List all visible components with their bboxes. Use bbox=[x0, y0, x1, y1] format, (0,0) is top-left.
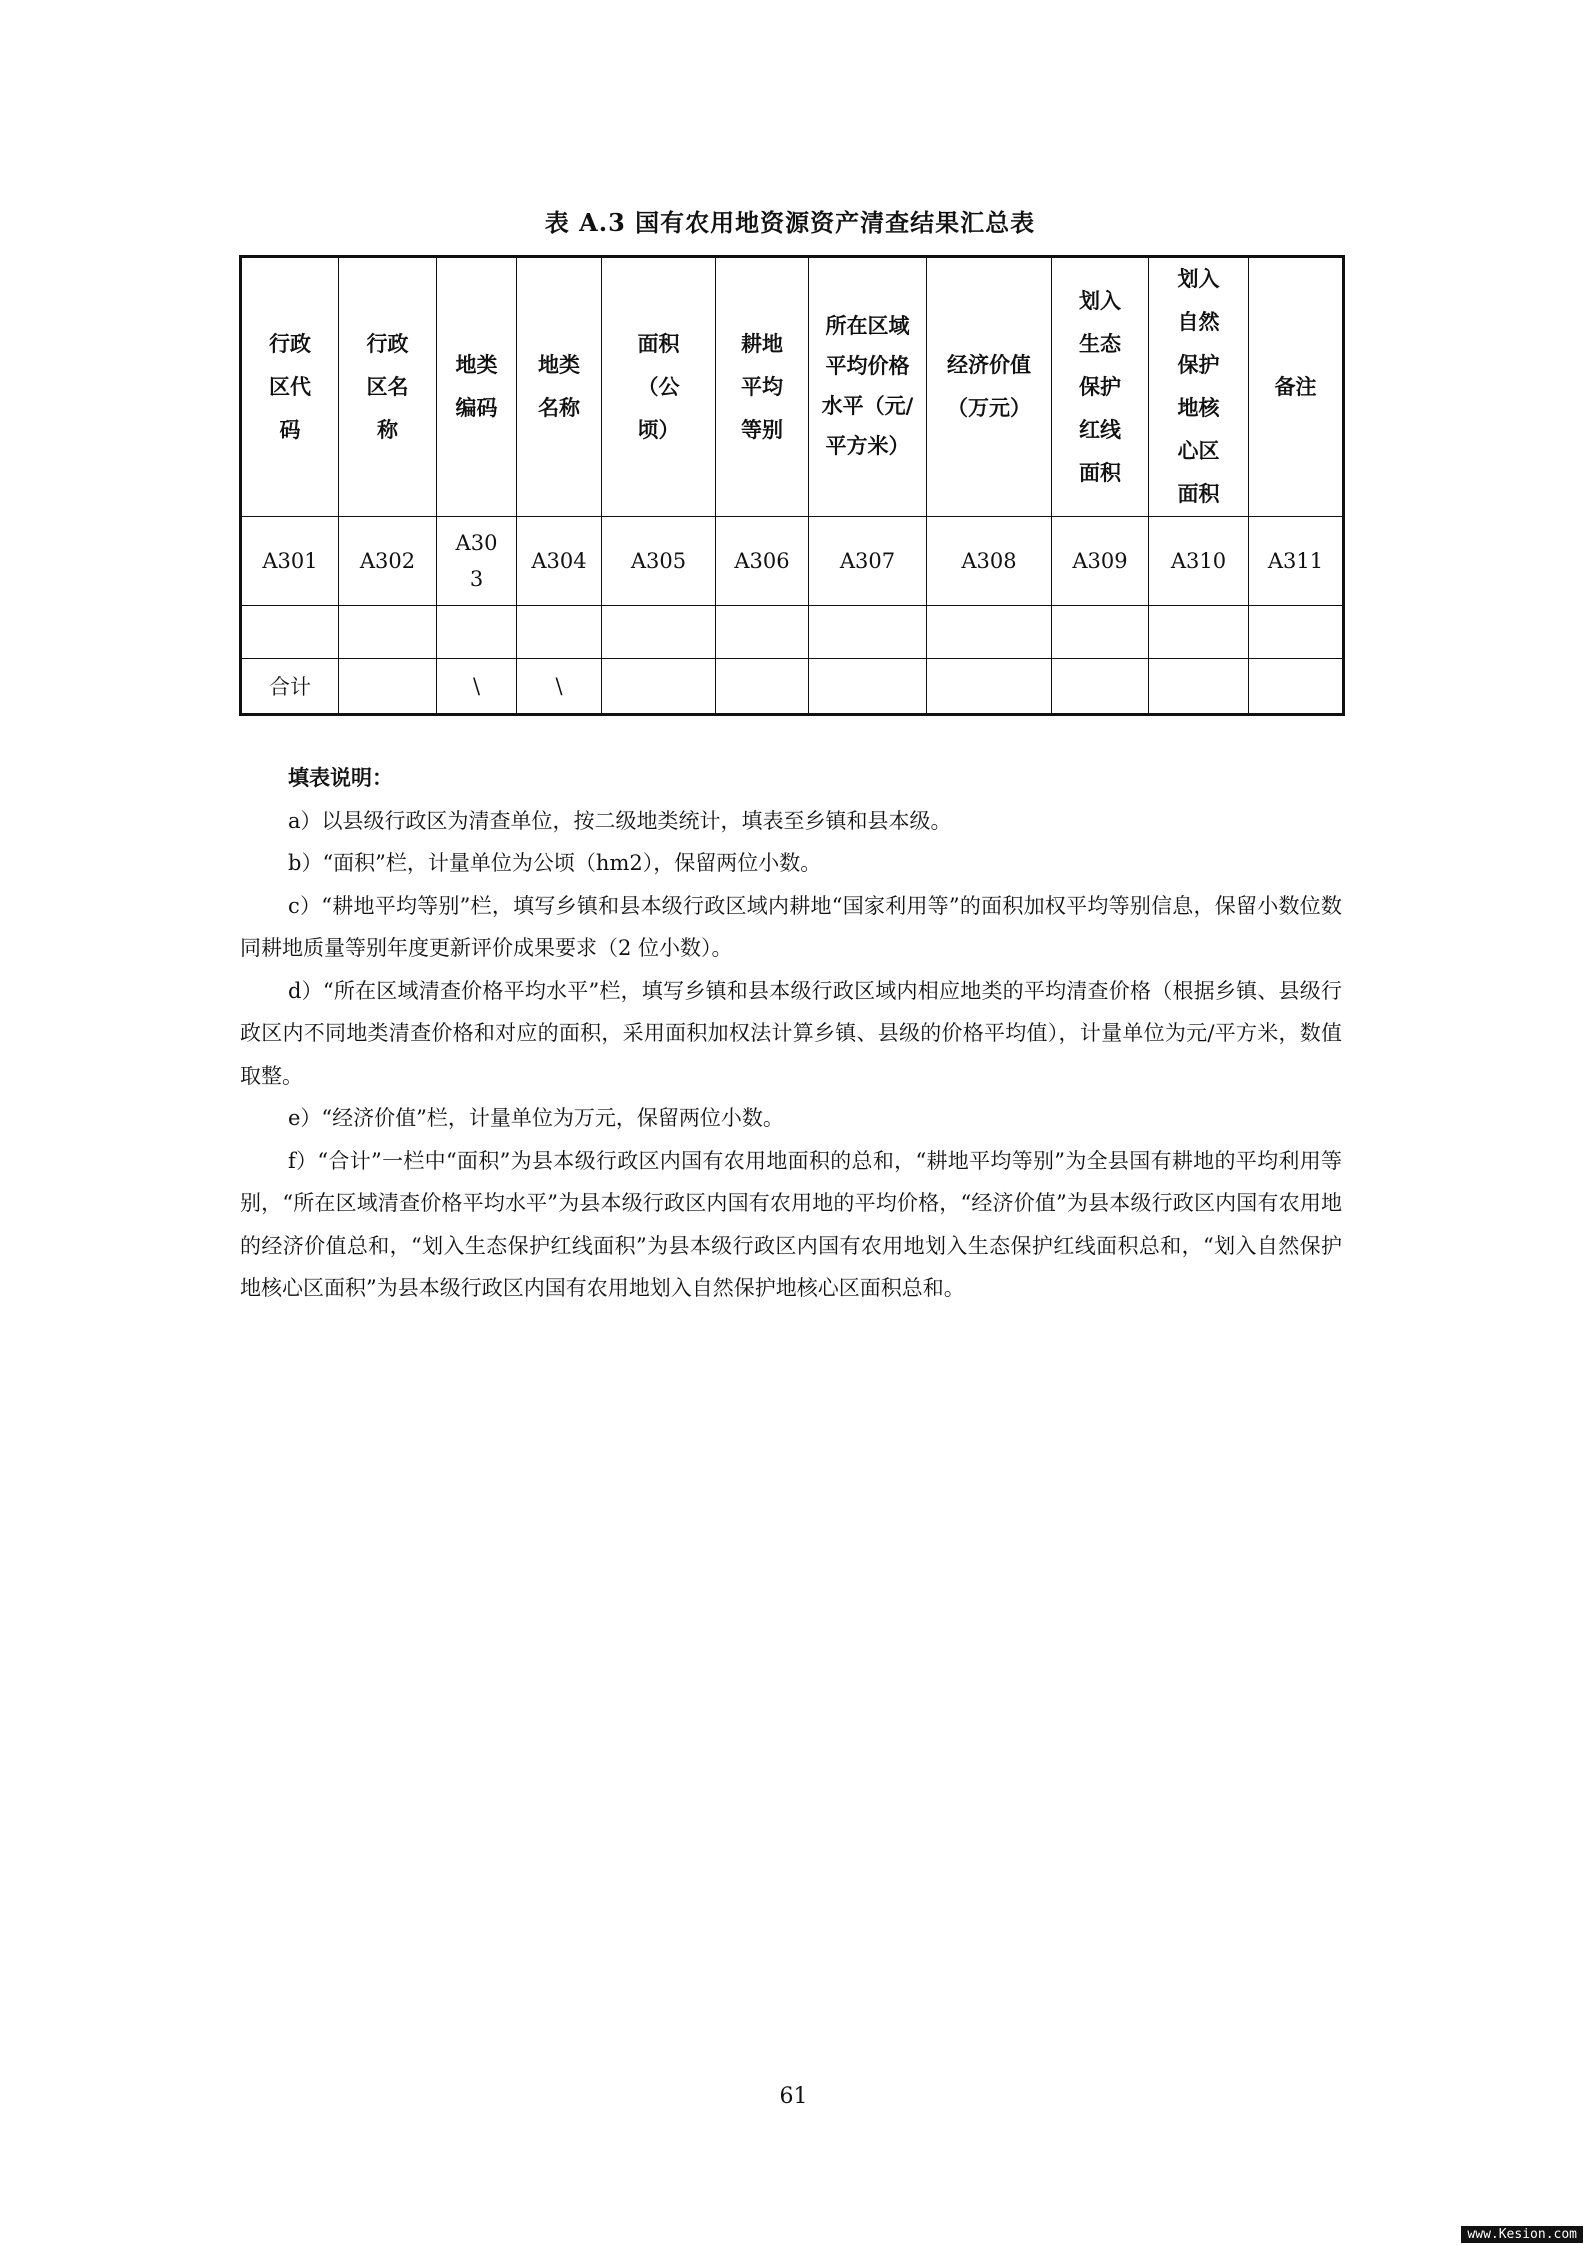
header-cell bbox=[602, 257, 716, 517]
header-label: 行政区名称 bbox=[366, 331, 409, 442]
code-cell: A301 bbox=[241, 517, 339, 606]
code-cell: A302 bbox=[339, 517, 437, 606]
header-cell bbox=[809, 257, 927, 517]
code-cell: A311 bbox=[1249, 517, 1344, 606]
blank-cell bbox=[809, 606, 927, 659]
instruction-item: a）以县级行政区为清查单位，按二级地类统计，填表至乡镇和县本级。 bbox=[288, 808, 952, 833]
header-cell bbox=[241, 257, 339, 517]
blank-cell bbox=[241, 606, 339, 659]
table-total-row bbox=[241, 659, 1344, 715]
blank-cell bbox=[927, 606, 1052, 659]
header-cell bbox=[517, 257, 602, 517]
watermark: www.Kesion.com bbox=[1461, 2226, 1583, 2243]
instructions-heading: 填表说明： bbox=[288, 766, 393, 790]
total-cell bbox=[602, 659, 716, 715]
summary-table bbox=[239, 255, 1345, 716]
header-cell bbox=[927, 257, 1052, 517]
header-cell bbox=[1149, 257, 1249, 517]
header-label: 行政区代码 bbox=[269, 331, 311, 442]
header-cell bbox=[437, 257, 517, 517]
code-cell: A305 bbox=[602, 517, 716, 606]
total-cell: \ bbox=[437, 659, 517, 715]
code-cell bbox=[437, 517, 517, 606]
total-cell bbox=[809, 659, 927, 715]
blank-cell bbox=[437, 606, 517, 659]
header-cell bbox=[1249, 257, 1344, 517]
header-label: 耕地平均等别 bbox=[741, 331, 783, 442]
blank-cell bbox=[339, 606, 437, 659]
header-label: 地类名称 bbox=[538, 353, 580, 420]
header-label: 地类编码 bbox=[455, 353, 498, 420]
code-cell: A304 bbox=[517, 517, 602, 606]
instruction-item: e）“经济价值”栏，计量单位为万元，保留两位小数。 bbox=[288, 1106, 784, 1130]
table-title: 表 A.3 国有农用地资源资产清查结果汇总表 bbox=[544, 208, 1036, 237]
instruction-item: b）“面积”栏，计量单位为公顷（hm2），保留两位小数。 bbox=[288, 851, 822, 875]
header-cell bbox=[339, 257, 437, 517]
total-label-cell: 合计 bbox=[241, 659, 339, 715]
table-blank-row bbox=[241, 606, 1344, 659]
header-label: 划入自然保护地核心区面积 bbox=[1177, 267, 1220, 506]
table-code-row bbox=[241, 517, 1344, 606]
code-cell: A307 bbox=[809, 517, 927, 606]
header-label: 面积（公顷） bbox=[637, 331, 680, 442]
instruction-item: f）“合计”一栏中“面积”为县本级行政区内国有农用地面积的总和，“耕地平均等别”为全县国有耕地的平均利用等别，“所在区域清查价格平均水平”为县本级行政区内国有农用地的平均价格，“经济价值”为县本级行政区内国有农用地的经济价值总和，“划入生态保护红线面积”为县本级行政区内国有农用地划入生态保护红线面积总和，“划入自然保护地核心区面积”为县本级行政区内国有农用地划入自然保护地核心区面积总和。 bbox=[240, 1148, 1342, 1300]
code-cell: A306 bbox=[716, 517, 809, 606]
instruction-item: c）“耕地平均等别”栏，填写乡镇和县本级行政区域内耕地“国家利用等”的面积加权平均等别信息，保留小数位数同耕地质量等别年度更新评价成果要求（2 位小数）。 bbox=[240, 893, 1342, 960]
instruction-item: d）“所在区域清查价格平均水平”栏，填写乡镇和县本级行政区域内相应地类的平均清查价格（根据乡镇、县级行政区内不同地类清查价格和对应的面积，采用面积加权法计算乡镇、县级的价格平均值），计量单位为元/平方米，数值取整。 bbox=[240, 978, 1342, 1088]
total-cell bbox=[1249, 659, 1344, 715]
blank-cell bbox=[1149, 606, 1249, 659]
header-label: 经济价值（万元） bbox=[947, 353, 1031, 420]
header-label: 划入生态保护红线面积 bbox=[1079, 288, 1121, 485]
total-cell bbox=[1149, 659, 1249, 715]
header-cell bbox=[1052, 257, 1149, 517]
blank-cell bbox=[602, 606, 716, 659]
total-cell: \ bbox=[517, 659, 602, 715]
blank-cell bbox=[716, 606, 809, 659]
code-label: A303 bbox=[455, 531, 498, 591]
blank-cell bbox=[1249, 606, 1344, 659]
header-cell bbox=[716, 257, 809, 517]
blank-cell bbox=[517, 606, 602, 659]
total-cell bbox=[339, 659, 437, 715]
header-label: 备注 bbox=[1274, 374, 1317, 399]
fill-instructions bbox=[240, 757, 1342, 1310]
total-cell bbox=[1052, 659, 1149, 715]
header-label: 所在区域平均价格水平（元/平方米） bbox=[821, 314, 914, 458]
code-cell: A309 bbox=[1052, 517, 1149, 606]
table-header-row bbox=[241, 257, 1344, 517]
total-cell bbox=[716, 659, 809, 715]
blank-cell bbox=[1052, 606, 1149, 659]
code-cell: A308 bbox=[927, 517, 1052, 606]
total-cell bbox=[927, 659, 1052, 715]
page-number: 61 bbox=[779, 2084, 808, 2109]
code-cell: A310 bbox=[1149, 517, 1249, 606]
